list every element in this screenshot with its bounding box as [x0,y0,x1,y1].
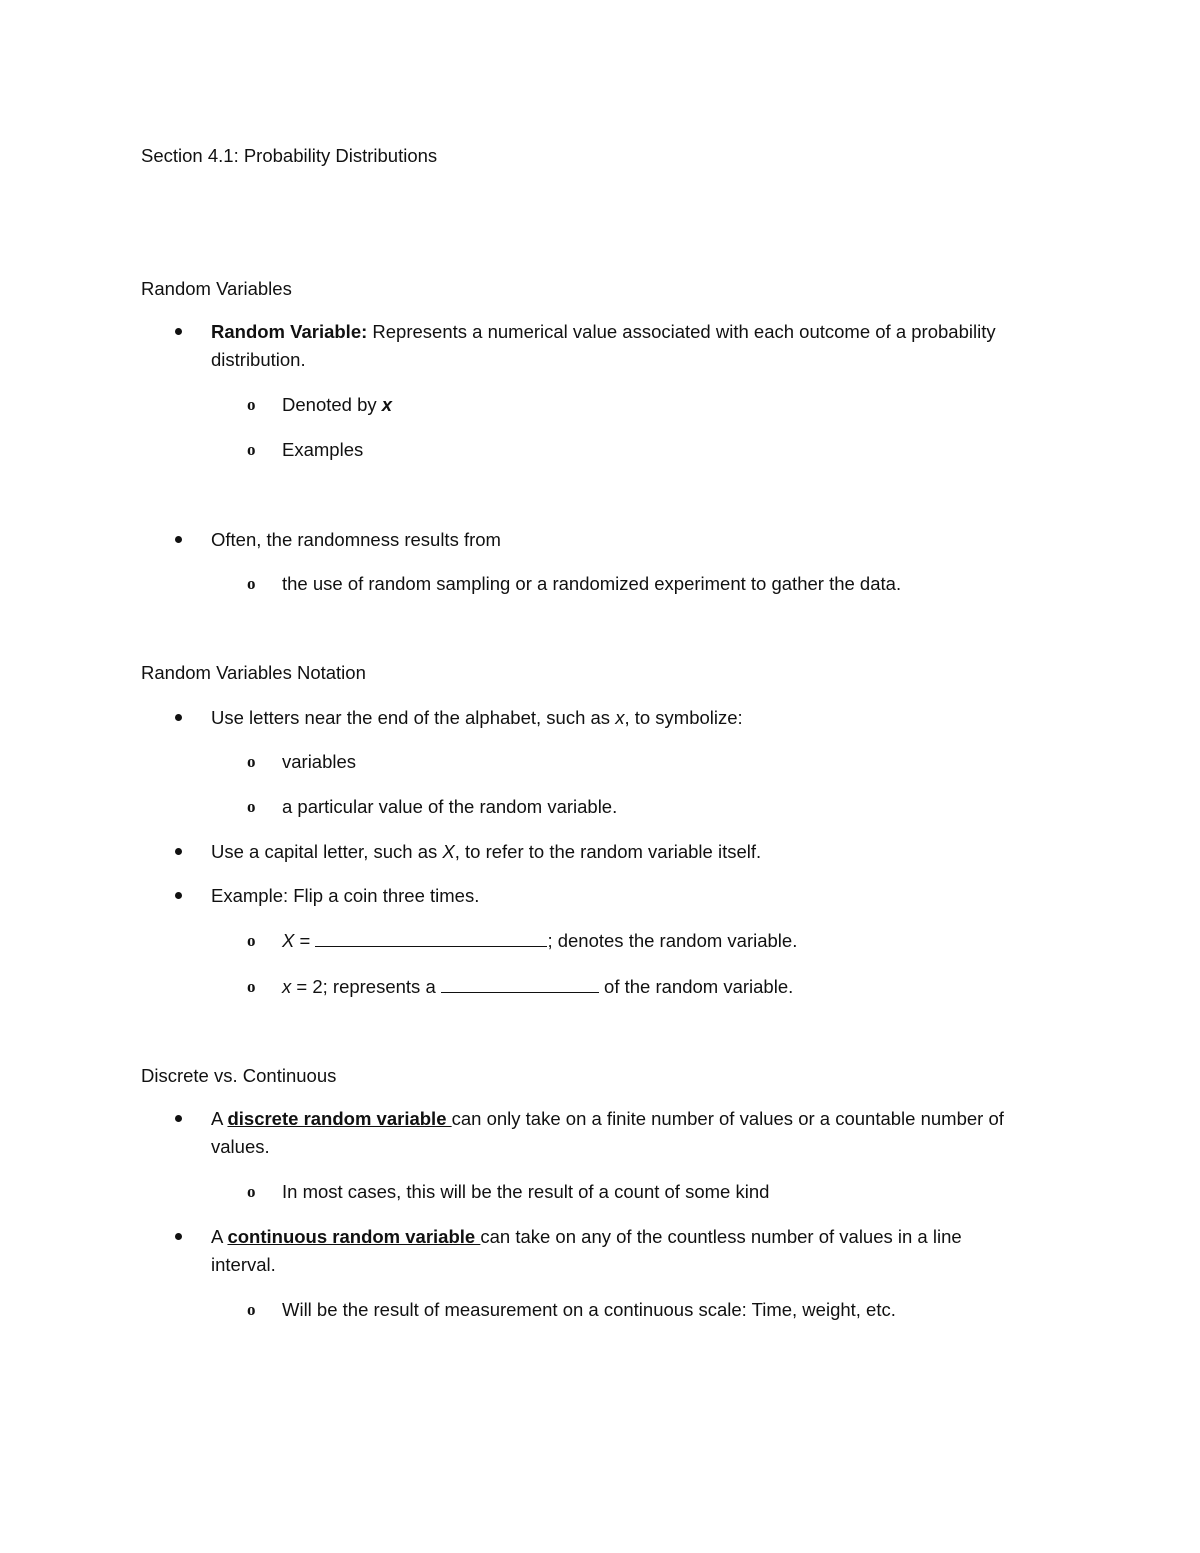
variable-x: x [381,394,393,415]
list-item [211,1225,962,1249]
variable-capital-x: X [282,930,295,951]
item-text: can only take on a finite number of values or a countable number of [451,1108,1004,1129]
item-text: Use a capital letter, such as [211,841,443,862]
sub-list-item [282,929,797,953]
variable-x: x [282,976,292,997]
equals-sign: = [294,930,316,951]
variable-x: x [615,707,625,728]
list-item [211,706,743,730]
bullet-dot [175,714,182,721]
page-title: Section 4.1: Probability Distributions [141,145,438,166]
item-text: A [211,1226,228,1247]
item-text: = 2; represents a [291,976,441,997]
sub-bullet: o [247,797,256,816]
sub-bullet: o [247,1182,256,1201]
sub-bullet: o [247,931,256,950]
term-random-variable: Random Variable: [211,321,368,342]
sub-item-text: Denoted by [282,394,382,415]
item-text: , to symbolize: [624,707,743,728]
list-item-continuation: values. [211,1136,270,1157]
sub-list-item: the use of random sampling or a randomized experiment to gather the data. [282,573,902,594]
bullet-dot [175,536,182,543]
item-text: of the random variable. [598,976,794,997]
sub-list-item: a particular value of the random variable. [282,796,618,817]
sub-list-item: In most cases, this will be the result of a count of some kind [282,1181,770,1202]
list-item: Often, the randomness results from [211,529,501,550]
item-text: ; denotes the random variable. [547,930,798,951]
list-item [211,320,996,344]
item-text: Use letters near the end of the alphabet, such as [211,707,616,728]
sub-bullet: o [247,752,256,771]
term-continuous-random-variable: continuous random variable [227,1226,481,1247]
sub-bullet: o [247,395,256,414]
fill-in-blank [441,975,599,993]
item-text: , to refer to the random variable itself. [454,841,762,862]
list-item-continuation: distribution. [211,349,306,370]
section-heading-random-variables: Random Variables [141,278,292,299]
sub-list-item: Examples [282,439,364,460]
item-text: can take on any of the countless number of values in a line [480,1226,962,1247]
sub-bullet: o [247,977,256,996]
sub-bullet: o [247,1300,256,1319]
sub-list-item: variables [282,751,357,772]
fill-in-blank [315,929,547,947]
list-item [211,1107,1004,1131]
variable-capital-x: X [442,841,455,862]
bullet-dot [175,892,182,899]
list-item-continuation: interval. [211,1254,276,1275]
list-item: Example: Flip a coin three times. [211,885,480,906]
sub-list-item: Will be the result of measurement on a continuous scale: Time, weight, etc. [282,1299,896,1320]
sub-bullet: o [247,574,256,593]
sub-bullet: o [247,440,256,459]
term-discrete-random-variable: discrete random variable [227,1108,452,1129]
item-text: A [211,1108,228,1129]
bullet-dot [175,1115,182,1122]
section-heading-discrete-continuous: Discrete vs. Continuous [141,1065,337,1086]
definition-text: Represents a numerical value associated with each outcome of a probability [367,321,996,342]
sub-list-item [282,975,793,999]
bullet-dot [175,1233,182,1240]
list-item [211,840,761,864]
bullet-dot [175,848,182,855]
sub-list-item [282,393,392,417]
section-heading-notation: Random Variables Notation [141,662,366,683]
bullet-dot [175,328,182,335]
